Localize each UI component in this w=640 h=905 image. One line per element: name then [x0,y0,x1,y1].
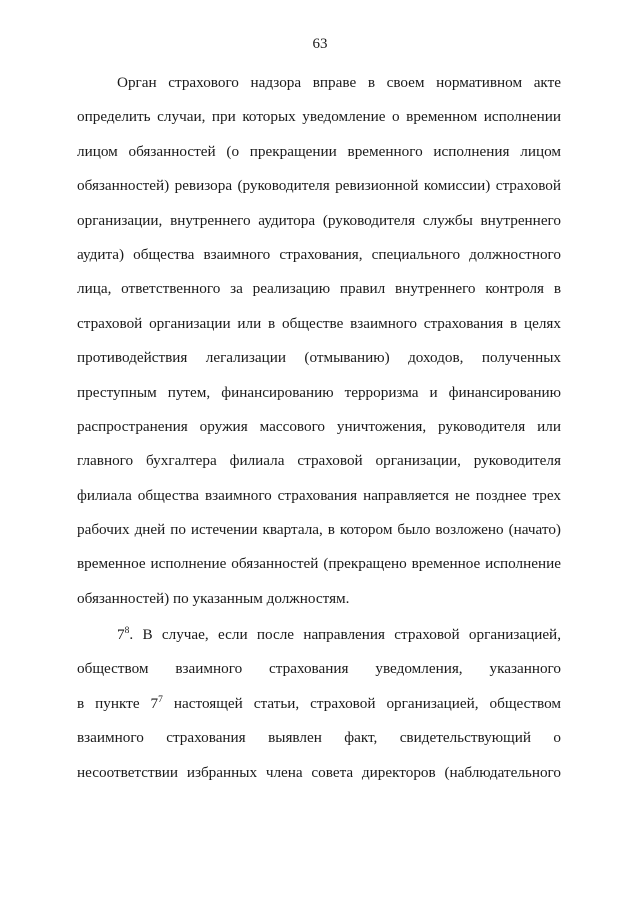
text-line: Орган страхового надзора вправе в своем нормативном акте [117,74,561,91]
text-line: преступным путем, финансированию терроризма и финансированию [77,383,561,401]
text-fragment: настоящей статьи, страховой организацией, обществом [162,694,562,712]
clause-superscript: 8 [124,625,130,636]
text-line: распространения оружия массового уничтожения, руководителя или [77,417,561,435]
text-fragment: в пункте 7 [77,694,159,712]
text-fragment: . В случае, если после направления страховой организацией, [129,626,561,643]
text-line [77,687,561,721]
text-line: главного бухгалтера филиала страховой организации, руководителя [77,452,561,470]
text-line [77,618,561,652]
text-line: лица, ответственного за реализацию правил внутреннего контроля в [77,280,561,298]
paragraph-2 [77,618,561,790]
text-line: обязанностей) по указанным должностям. [77,589,350,607]
text-line: страховой организации или в обществе взаимного страхования в целях [77,314,561,332]
text-line: организации, внутреннего аудитора (руководителя службы внутреннего [77,211,561,229]
text-line: обязанностей) ревизора (руководителя ревизионной комиссии) страховой [77,177,561,195]
clause-number: 7 [117,626,125,643]
reference-superscript: 7 [158,694,163,705]
text-line: аудита) общества взаимного страхования, специального должностного [77,245,561,263]
page-number: 63 [312,36,328,52]
text-line: временное исполнение обязанностей (прекращено временное исполнение [77,555,561,573]
text-line: рабочих дней по истечении квартала, в котором было возложено (начато) [77,521,561,539]
text-line: лицом обязанностей (о прекращении временного исполнения лицом [77,142,561,160]
text-line: несоответствии избранных члена совета директоров (наблюдательного [77,763,561,781]
text-line: взаимного страхования выявлен факт, свидетельствующий о [77,729,561,747]
text-line: обществом взаимного страхования уведомления, указанного [77,660,561,678]
text-line: определить случаи, при которых уведомление о временном исполнении [77,108,561,126]
text-line: филиала общества взаимного страхования направляется не позднее трех [77,486,561,504]
paragraph-1 [77,66,561,616]
text-line: противодействия легализации (отмыванию) доходов, полученных [77,349,561,367]
